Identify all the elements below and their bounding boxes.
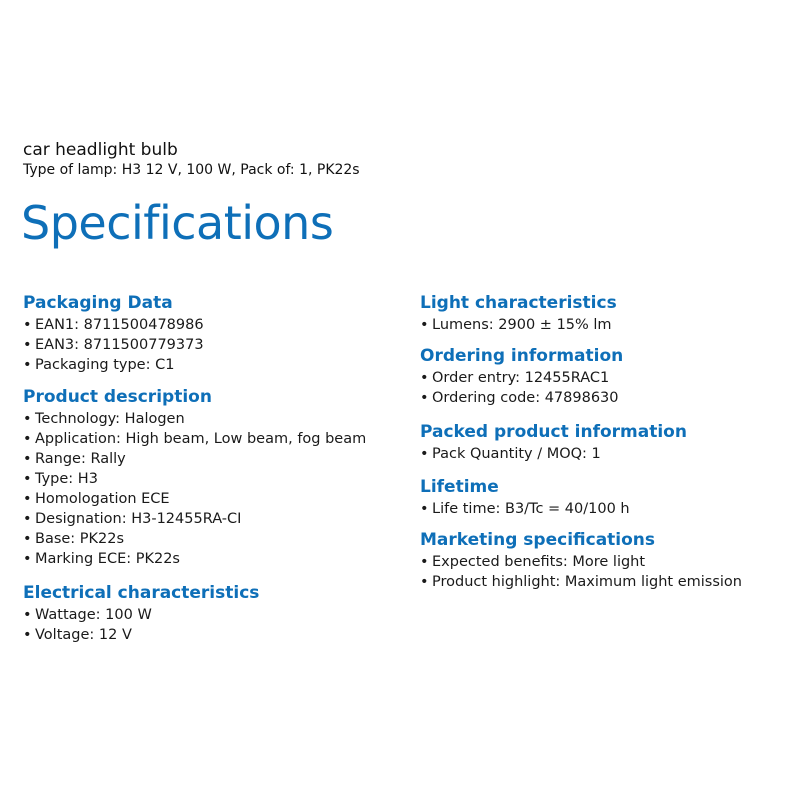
spec-item — [420, 388, 790, 408]
spec-item — [23, 549, 403, 569]
spec-item — [23, 625, 403, 645]
spec-item — [23, 529, 403, 549]
bullet-icon: • — [23, 431, 32, 447]
spec-item-text: Lumens: 2900 ± 15% lm — [432, 317, 612, 333]
bullet-icon: • — [23, 491, 32, 507]
bullet-icon: • — [420, 501, 429, 517]
spec-item-text: Marking ECE: PK22s — [35, 551, 180, 567]
bullet-icon: • — [23, 317, 32, 333]
product-name: car headlight bulb — [23, 140, 178, 160]
section-title: Marketing specifications — [420, 530, 656, 550]
section-title: Lifetime — [420, 477, 499, 497]
spec-list — [420, 315, 790, 335]
bullet-icon: • — [23, 551, 32, 567]
page-title: Specifications — [21, 196, 334, 250]
bullet-icon: • — [23, 531, 32, 547]
product-subtitle: Type of lamp: H3 12 V, 100 W, Pack of: 1, PK22s — [23, 162, 360, 178]
bullet-icon: • — [23, 627, 32, 643]
spec-item-text: Wattage: 100 W — [35, 607, 152, 623]
right-spec-column — [420, 292, 790, 592]
spec-section-light-characteristics — [420, 292, 790, 335]
spec-item — [23, 429, 403, 449]
spec-section-packaging-data — [23, 292, 403, 375]
spec-section-packed-product-information — [420, 421, 790, 464]
spec-item-text: Ordering code: 47898630 — [432, 390, 619, 406]
spec-item-text: Base: PK22s — [35, 531, 125, 547]
spec-item-text: Range: Rally — [35, 451, 126, 467]
spec-item — [23, 355, 403, 375]
bullet-icon: • — [23, 607, 32, 623]
spec-list — [420, 552, 790, 592]
section-title: Packed product information — [420, 422, 687, 442]
spec-item — [23, 509, 403, 529]
spec-item-text: Life time: B3/Tc = 40/100 h — [432, 501, 630, 517]
spec-item — [23, 605, 403, 625]
product-header — [23, 139, 360, 179]
spec-section-marketing-specifications — [420, 529, 790, 592]
bullet-icon: • — [23, 511, 32, 527]
bullet-icon: • — [420, 554, 429, 570]
section-title: Product description — [23, 387, 212, 407]
spec-section-lifetime — [420, 476, 790, 519]
spec-section-ordering-information — [420, 345, 790, 408]
spec-item — [23, 469, 403, 489]
bullet-icon: • — [420, 390, 429, 406]
spec-item — [420, 315, 790, 335]
section-title: Electrical characteristics — [23, 583, 260, 603]
spec-item — [23, 335, 403, 355]
bullet-icon: • — [420, 446, 429, 462]
spec-section-electrical-characteristics — [23, 582, 403, 645]
spec-list — [420, 368, 790, 408]
spec-item — [23, 315, 403, 335]
spec-list — [23, 409, 403, 569]
spec-item — [420, 552, 790, 572]
spec-list — [23, 315, 403, 375]
section-title: Light characteristics — [420, 293, 617, 313]
bullet-icon: • — [23, 337, 32, 353]
spec-item-text: Application: High beam, Low beam, fog beam — [35, 431, 367, 447]
bullet-icon: • — [420, 317, 429, 333]
spec-item-text: EAN3: 8711500779373 — [35, 337, 204, 353]
spec-item — [23, 409, 403, 429]
spec-item-text: Product highlight: Maximum light emission — [432, 574, 742, 590]
bullet-icon: • — [420, 574, 429, 590]
spec-item-text: Voltage: 12 V — [35, 627, 132, 643]
bullet-icon: • — [23, 451, 32, 467]
spec-item-text: Designation: H3-12455RA-CI — [35, 511, 242, 527]
spec-item — [23, 449, 403, 469]
bullet-icon: • — [23, 357, 32, 373]
spec-item-text: Pack Quantity / MOQ: 1 — [432, 446, 601, 462]
left-spec-column — [23, 292, 403, 645]
spec-list — [420, 499, 790, 519]
spec-item — [420, 368, 790, 388]
spec-item — [420, 572, 790, 592]
bullet-icon: • — [23, 411, 32, 427]
spec-item-text: Type: H3 — [35, 471, 98, 487]
section-title: Ordering information — [420, 346, 624, 366]
spec-item — [23, 489, 403, 509]
bullet-icon: • — [23, 471, 32, 487]
spec-item-text: Packaging type: C1 — [35, 357, 175, 373]
section-title: Packaging Data — [23, 293, 173, 313]
spec-item — [420, 444, 790, 464]
bullet-icon: • — [420, 370, 429, 386]
spec-section-product-description — [23, 386, 403, 569]
spec-item-text: EAN1: 8711500478986 — [35, 317, 204, 333]
spec-list — [23, 605, 403, 645]
spec-item-text: Technology: Halogen — [35, 411, 185, 427]
spec-item — [420, 499, 790, 519]
spec-list — [420, 444, 790, 464]
spec-item-text: Expected benefits: More light — [432, 554, 646, 570]
spec-item-text: Homologation ECE — [35, 491, 170, 507]
spec-item-text: Order entry: 12455RAC1 — [432, 370, 610, 386]
